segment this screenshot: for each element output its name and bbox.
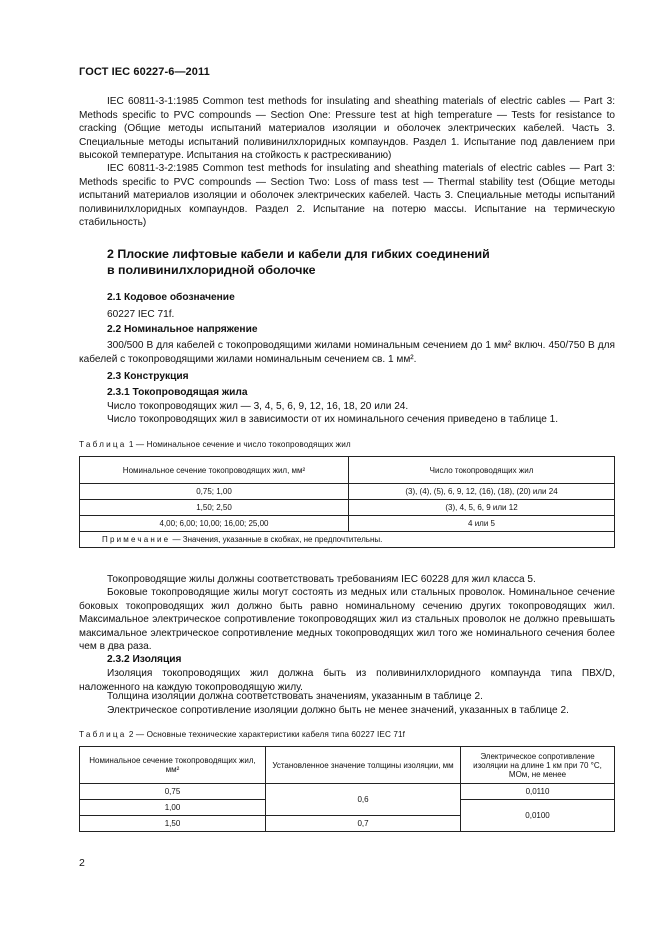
section-2-1-text: 60227 IEC 71f. bbox=[107, 309, 175, 320]
table-1-note-text: — Значения, указанные в скобках, не предпочтительны. bbox=[170, 535, 383, 544]
section-2-heading bbox=[107, 246, 577, 278]
table-2-cell: 1,00 bbox=[80, 800, 266, 816]
table-1-cell: 4 или 5 bbox=[349, 516, 615, 532]
table-1-cell: (3), 4, 5, 6, 9 или 12 bbox=[349, 500, 615, 516]
table-1-note-prefix: Примечание bbox=[102, 535, 171, 544]
table-row bbox=[80, 484, 615, 500]
table-2-cell: 0,7 bbox=[266, 816, 461, 832]
table-2-cell: 0,0110 bbox=[461, 784, 615, 800]
table-2-cell: 0,0100 bbox=[461, 800, 615, 832]
section-2-heading-line1: 2 Плоские лифтовые кабели и кабели для гибких соединений bbox=[107, 247, 490, 261]
table-1-cell: 0,75; 1,00 bbox=[80, 484, 349, 500]
table-2-header-section: Номинальное сечение токопроводящих жил, мм² bbox=[80, 747, 266, 784]
table-2-header-row bbox=[80, 747, 615, 784]
section-2-3-1-title: 2.3.1 Токопроводящая жила bbox=[107, 387, 248, 398]
insulation-resistance-text: Электрическое сопротивление изоляции должно быть не менее значений, указанных в таблице 2. bbox=[107, 705, 569, 716]
table-1 bbox=[79, 456, 615, 548]
table-2-cell: 0,75 bbox=[80, 784, 266, 800]
table-1-note bbox=[80, 532, 615, 548]
section-2-1-title: 2.1 Кодовое обозначение bbox=[107, 292, 235, 303]
page-number: 2 bbox=[79, 857, 85, 869]
table-1-cell: 4,00; 6,00; 10,00; 16,00; 25,00 bbox=[80, 516, 349, 532]
table-1-cell: 1,50; 2,50 bbox=[80, 500, 349, 516]
section-2-3-1-line2: Число токопроводящих жил в зависимости от их номинального сечения приведено в таблице 1. bbox=[107, 414, 559, 425]
table-2 bbox=[79, 746, 615, 832]
section-2-3-2-text: Изоляция токопроводящих жил должна быть из поливинилхлоридного компаунда типа ПВХ/D, наложенного на каждую токопроводящую жилу. bbox=[79, 668, 615, 693]
table-2-cell: 0,6 bbox=[266, 784, 461, 816]
lateral-conductors-text: Боковые токопроводящие жилы могут состоять из медных или стальных проволок. Номинальное сечение боковых токопроводящих жил должно быть равно номинальному сечению других токопроводящих жил. Максимальное электрическое сопротивление токопроводящих жил из стальных проволок не должно превышать максимальное электрическое сопротивление медных токопроводящих жил того же номинального сечения более чем в два раза. bbox=[79, 587, 615, 653]
section-2-heading-line2: в поливинилхлоридной оболочке bbox=[107, 263, 316, 277]
section-2-3-1-line1: Число токопроводящих жил — 3, 4, 5, 6, 9, 12, 16, 18, 20 или 24. bbox=[107, 401, 409, 412]
table-2-cell: 1,50 bbox=[80, 816, 266, 832]
conductor-requirements-text: Токопроводящие жилы должны соответствовать требованиям IEC 60228 для жил класса 5. bbox=[107, 574, 536, 585]
table-row bbox=[80, 500, 615, 516]
table-2-caption bbox=[79, 730, 405, 739]
table-1-header-section: Номинальное сечение токопроводящих жил, мм² bbox=[80, 457, 349, 484]
table-1-caption-text: 1 — Номинальное сечение и число токопроводящих жил bbox=[126, 440, 351, 449]
table-row bbox=[80, 784, 615, 800]
table-1-caption bbox=[79, 440, 351, 449]
table-2-caption-text: 2 — Основные технические характеристики кабеля типа 60227 IEC 71f bbox=[126, 730, 406, 739]
insulation-thickness-text: Толщина изоляции должна соответствовать значениям, указанным в таблице 2. bbox=[107, 691, 483, 702]
reference-iec-60811-3-2: IEC 60811-3-2:1985 Common test methods for insulating and sheathing materials of electric cables — Part 3: Methods specific to PVC compounds — Section Two: Loss of mass test — Thermal stability test (Общие методы испытаний материалов изоляции и оболочек электрических кабелей. Часть 3. Специальные методы испытаний поливинилхлоридных компаундов. Раздел 2. Испытание на потерю массы. Испытание на термическую стабильность) bbox=[79, 163, 615, 229]
document-header: ГОСТ IEC 60227-6—2011 bbox=[79, 66, 210, 78]
table-1-header-row bbox=[80, 457, 615, 484]
section-2-2-title: 2.2 Номинальное напряжение bbox=[107, 324, 258, 335]
table-row bbox=[80, 516, 615, 532]
table-2-header-resistance: Электрическое сопротивление изоляции на длине 1 км при 70 °С, МОм, не менее bbox=[461, 747, 615, 784]
table-1-header-count: Число токопроводящих жил bbox=[349, 457, 615, 484]
section-2-3-title: 2.3 Конструкция bbox=[107, 371, 189, 382]
table-2-caption-prefix: Таблица bbox=[79, 730, 127, 739]
section-2-2-text: 300/500 В для кабелей с токопроводящими жилами номинальным сечением до 1 мм² включ. 450/750 В для кабелей с токопроводящими жилами номинальным сечением св. 1 мм². bbox=[79, 340, 615, 365]
section-2-3-2-title: 2.3.2 Изоляция bbox=[107, 654, 182, 665]
table-1-cell: (3), (4), (5), 6, 9, 12, (16), (18), (20) или 24 bbox=[349, 484, 615, 500]
table-1-caption-prefix: Таблица bbox=[79, 440, 127, 449]
table-2-header-thickness: Установленное значение толщины изоляции, мм bbox=[266, 747, 461, 784]
table-1-note-row bbox=[80, 532, 615, 548]
reference-iec-60811-3-1: IEC 60811-3-1:1985 Common test methods for insulating and sheathing materials of electric cables — Part 3: Methods specific to PVC compounds — Section One: Pressure test at high temperature — Tests for resistance to cracking (Общие методы испытаний материалов изоляции и оболочек электрических кабелей. Часть 3. Специальные методы испытаний поливинилхлоридных компаундов. Раздел 1. Испытание под давлением при высокой температуре. Испытания на стойкость к растрескиванию) bbox=[79, 96, 615, 162]
